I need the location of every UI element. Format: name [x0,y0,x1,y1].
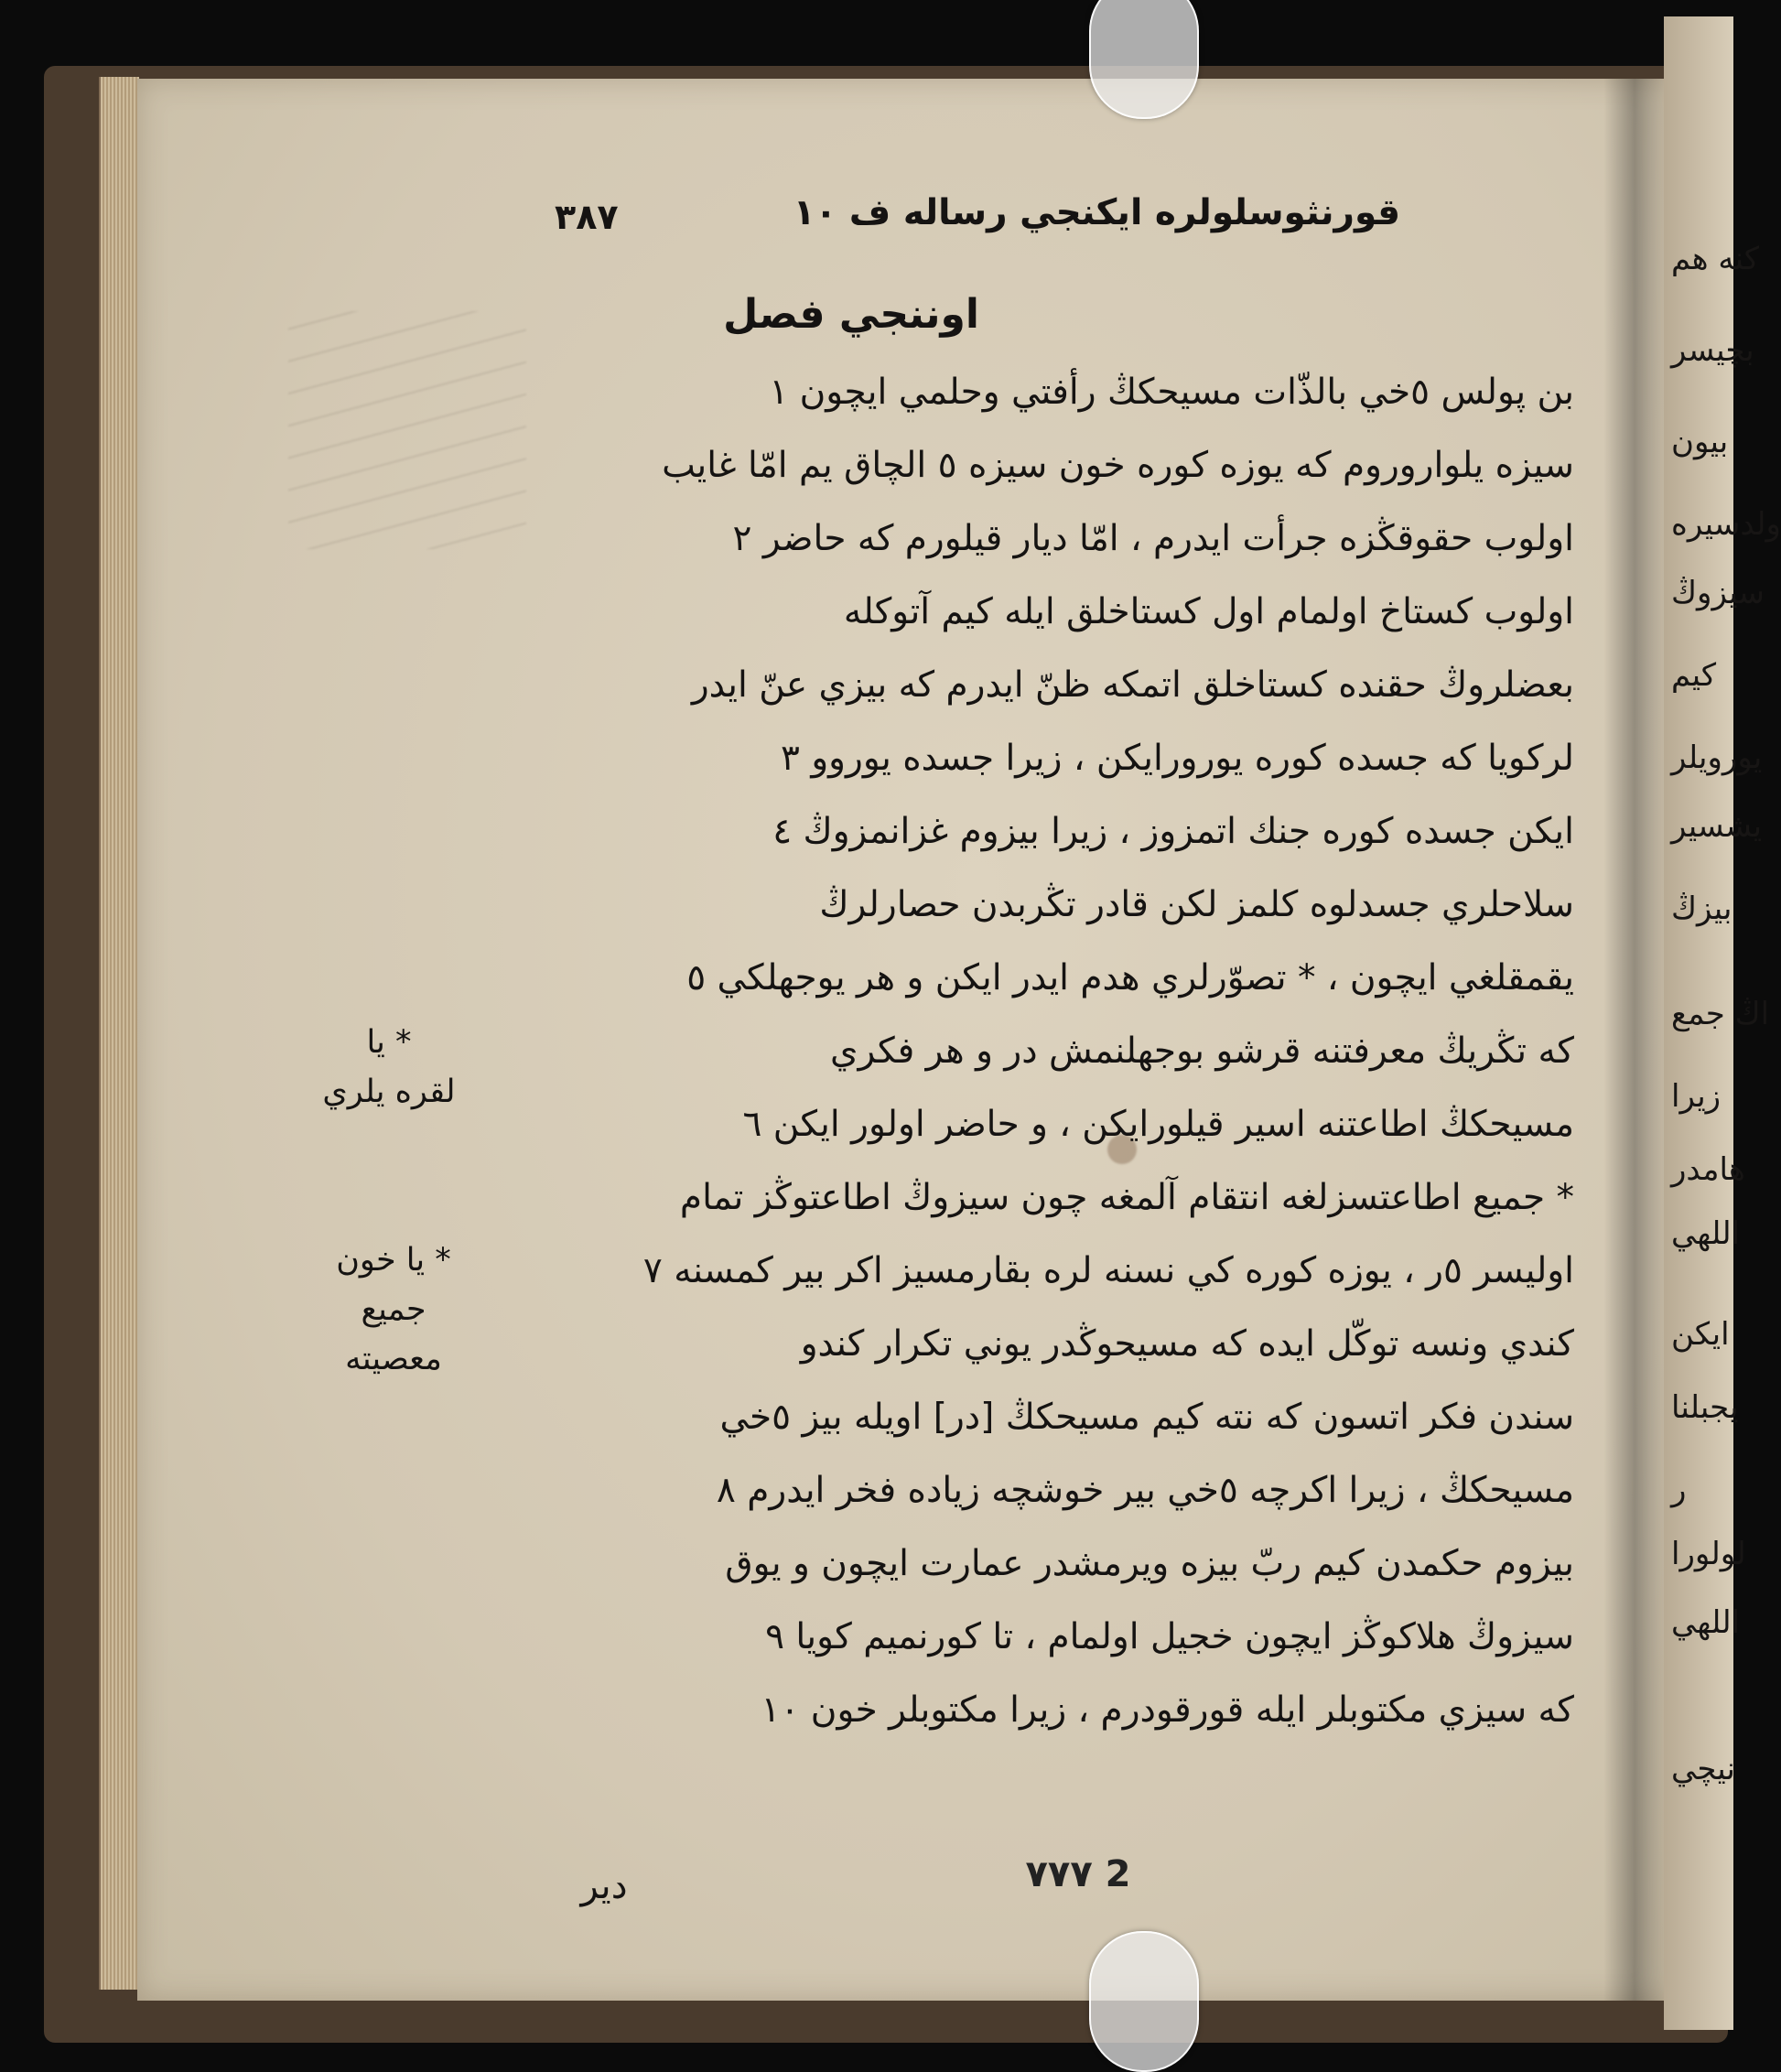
adjacent-page-text: كنه هم [1671,241,1760,277]
manuscript-line: اولوب حقوقڭزه جرأت ايدرم ، امّا ديار قيلورم كه حاضر ٢ [732,518,1574,559]
adjacent-page-text: يورويلر [1671,739,1763,776]
adjacent-page-text: نيچي [1671,1751,1736,1787]
gutter-shadow [1603,79,1666,2001]
section-heading: اوننجي فصل [723,291,979,338]
adjacent-page [1664,16,1781,2030]
margin-note-line: معصيته [345,1341,442,1377]
page-clip-top [1089,0,1199,119]
manuscript-line: اولوب كستاخ اولمام اول كستاخلق ايله كيم آتوكلە [843,591,1574,632]
manuscript-line: سندن فكر اتسون كه نته كيم مسيحكڭ [در] اويله بيز ٥خي [719,1397,1574,1438]
show-through-ink [288,311,526,549]
manuscript-line: اوليسر ٥ر ، يوزه كوره كي نسنه لره بقارمسيز اكر بير كمسنه ٧ [642,1250,1574,1291]
adjacent-page-text: اللهي [1671,1604,1741,1641]
adjacent-page-text: بيون [1671,424,1729,460]
adjacent-page-text: يشسير [1671,808,1763,845]
page-stack-edge [99,77,139,1990]
adjacent-page-text: ايكن [1671,1316,1730,1353]
manuscript-line: بيزوم حكمدن كيم ربّ بيزه ويرمشدر عمارت ايچون و يوق [725,1543,1574,1584]
margin-note-line: * يا خون [336,1242,451,1279]
adjacent-page-text: ولدسيره [1671,506,1781,543]
manuscript-line: كندي ونسه توكّل ايده كه مسيحوڭدر يوني تكرار كندو [800,1323,1574,1365]
manuscript-line: سلاحلري جسدلوه كلمز لكن قادر تڭربدن حصارلرڭ [819,884,1574,925]
margin-note [279,1236,508,1384]
manuscript-line: مسيحكڭ ، زيرا اكرچه ٥خي بير خوشچه زيادە فخر ايدرم ٨ [716,1470,1574,1511]
adjacent-page-text: ر [1671,1472,1687,1508]
foliation-number: ٧٧٧ 2 [1025,1853,1131,1895]
adjacent-page-text: بچيسر [1671,332,1754,369]
manuscript-line: مسيحكڭ اطاعتنه اسير قيلورايكن ، و حاضر اولور ايكن ٦ [742,1104,1574,1145]
adjacent-page-text: لولورا [1671,1536,1746,1572]
manuscript-line: بن پولس ٥خي بالذّات مسيحكڭ رأفتي وحلمي ايچون ١ [769,372,1574,413]
margin-note-line: جميع [361,1291,426,1328]
adjacent-page-text: يجبلنا [1671,1389,1739,1426]
manuscript-line: كه تڭريڭ معرفتنه قرشو بوجهلنمش در و هر فكري [830,1031,1574,1072]
adjacent-page-text: كيم [1671,657,1717,694]
manuscript-line: بعضلروڭ حقنده كستاخلق اتمكه ظنّ ايدرم كه بيزي عنّ ايدر [691,664,1574,706]
running-header: قورنثوسلولرە ايكنجي رسالە ف ١٠ [793,192,1400,233]
adjacent-page-text: هامدر [1671,1151,1745,1188]
manuscript-line: سيزوڭ هلاكوڭز ايچون خجيل اولمام ، تا كورنميم كويا ٩ [765,1616,1574,1657]
page-clip-bottom [1089,1931,1199,2072]
adjacent-page-text: اللهي [1671,1215,1741,1252]
adjacent-page-text: زيرا [1671,1078,1722,1115]
manuscript-line: ايكن جسده كوره جنك اتمزوز ، زيرا بيزوم غزانمزوڭ ٤ [772,811,1574,852]
page-number: ٣٨٧ [555,197,619,237]
margin-note-line: * يا [366,1024,412,1061]
margin-note-line: لقره يلري [322,1074,456,1110]
adjacent-page-text: سيزوڭ [1671,575,1765,611]
manuscript-line: يقمقلغي ايچون ، * تصوّرلري هدم ايدر ايكن و هر يوجهلكي ٥ [686,957,1574,998]
catchword: دير [580,1865,628,1907]
adjacent-page-text: اڭ جمع [1671,996,1770,1032]
adjacent-page-text: بيزڭ [1671,890,1732,927]
manuscript-line: * جميع اطاعتسزلغه انتقام آلمغه چون سيزوڭ اطاعتوڭز تمام [679,1177,1574,1218]
manuscript-line: سيزه يلواروروم كه يوزه كوره خون سيزه ٥ الچاق يم امّا غايب [662,445,1574,486]
margin-note [275,1018,503,1117]
manuscript-line: كه سيزي مكتوبلر ايله قورقودرم ، زيرا مكتوبلر خون ١٠ [761,1689,1574,1731]
manuscript-line: لركويا كه جسده كوره يورورايكن ، زيرا جسده يوروو ٣ [781,738,1574,779]
